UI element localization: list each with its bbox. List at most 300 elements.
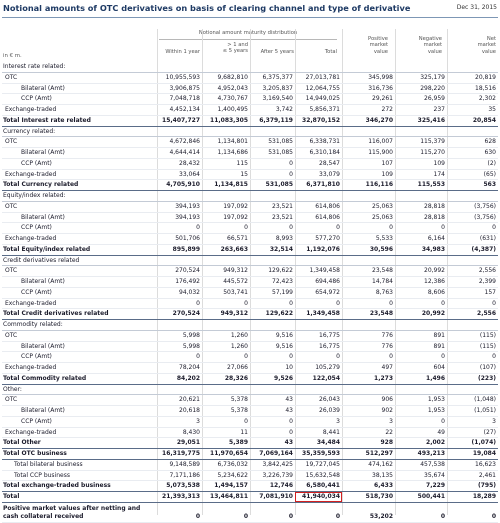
derivatives-table: [2, 62, 498, 523]
table-cell: (795): [447, 481, 498, 492]
row-label: OTC: [2, 330, 157, 341]
table-row: [2, 212, 498, 223]
table-cell: [395, 62, 447, 72]
table-row: [2, 83, 498, 94]
table-cell: [157, 62, 202, 72]
table-cell: 272: [342, 105, 395, 116]
table-cell: [157, 255, 202, 266]
table-cell: 1,953: [395, 395, 447, 406]
table-cell: 3: [157, 416, 202, 427]
section-header-row: [2, 255, 498, 266]
table-cell: 176,492: [157, 277, 202, 288]
table-cell: 3,742: [250, 105, 295, 116]
table-cell: 7,048,718: [157, 94, 202, 105]
row-label: Interest rate related:: [2, 62, 157, 72]
page-title: Notional amounts of OTC derivatives on basis of clearing channel and type of derivative: [3, 3, 411, 13]
table-cell: 27,013,781: [295, 72, 342, 83]
row-label: Bilateral (Amt): [2, 406, 157, 417]
table-cell: 94,032: [157, 287, 202, 298]
table-cell: [250, 384, 295, 395]
table-cell: 26,043: [295, 395, 342, 406]
table-cell: 1,273: [342, 373, 395, 384]
table-cell: 0: [447, 223, 498, 234]
table-cell: 84,202: [157, 373, 202, 384]
table-cell: 3,226,739: [250, 470, 295, 481]
table-row: [2, 169, 498, 180]
table-cell: [342, 320, 395, 331]
table-cell: [395, 255, 447, 266]
row-label: Exchange-traded: [2, 298, 157, 309]
table-cell: [250, 191, 295, 202]
table-cell: 7,229: [395, 481, 447, 492]
table-cell: 493,213: [395, 449, 447, 460]
table-cell: [202, 384, 250, 395]
table-cell: [342, 191, 395, 202]
table-cell: 115,270: [395, 148, 447, 159]
table-cell: 28,818: [395, 212, 447, 223]
table-cell: 29,051: [157, 438, 202, 449]
table-cell: 174: [395, 169, 447, 180]
table-cell: 28,818: [395, 201, 447, 212]
table-cell: 5,998: [157, 341, 202, 352]
col-header-1-to-5-years: > 1 and ≤ 5 years: [222, 42, 248, 55]
table-cell: 3,169,540: [250, 94, 295, 105]
table-cell: 0: [395, 223, 447, 234]
table-cell: 1,134,686: [202, 148, 250, 159]
table-cell: 197,092: [202, 201, 250, 212]
row-label: CCP (Amt): [2, 94, 157, 105]
table-cell: (1,051): [447, 406, 498, 417]
table-cell: 8,606: [395, 287, 447, 298]
table-cell: 6,580,441: [295, 481, 342, 492]
unit-label: in € m.: [3, 53, 22, 59]
table-cell: 11: [202, 427, 250, 438]
table-cell: 263,663: [202, 244, 250, 255]
table-cell: [202, 320, 250, 331]
table-cell: 129,622: [250, 309, 295, 320]
table-cell: [447, 126, 498, 137]
table-cell: 20,854: [447, 115, 498, 126]
table-cell: 43: [250, 406, 295, 417]
section-header-row: [2, 126, 498, 137]
col-header-after-5-years: After 5 years: [260, 49, 294, 55]
table-cell: [202, 191, 250, 202]
table-row: [2, 330, 498, 341]
table-cell: 0: [250, 416, 295, 427]
table-cell: (115): [447, 341, 498, 352]
table-cell: 115,553: [395, 180, 447, 191]
table-row: [2, 105, 498, 116]
maturity-group-header: Notional amount maturity distribution: [198, 30, 298, 36]
table-cell: 2,002: [395, 438, 447, 449]
table-cell: 0: [295, 298, 342, 309]
table-cell: 12,386: [395, 277, 447, 288]
table-cell: (115): [447, 330, 498, 341]
group-header-divider: [159, 39, 337, 40]
table-cell: 16,319,775: [157, 449, 202, 460]
table-cell: 14,949,025: [295, 94, 342, 105]
table-cell: 8,441: [295, 427, 342, 438]
total-row: [2, 180, 498, 191]
table-cell: 2,556: [447, 266, 498, 277]
table-cell: 0: [250, 158, 295, 169]
table-cell: 28,547: [295, 158, 342, 169]
table-cell: 8,993: [250, 234, 295, 245]
table-cell: 30,596: [342, 244, 395, 255]
row-label: OTC: [2, 395, 157, 406]
table-cell: 4,644,414: [157, 148, 202, 159]
table-cell: [342, 384, 395, 395]
table-cell: 0: [202, 223, 250, 234]
table-cell: 891: [395, 330, 447, 341]
table-cell: 34,983: [395, 244, 447, 255]
table-cell: 115,900: [342, 148, 395, 159]
table-cell: 1,953: [395, 406, 447, 417]
row-label: Total OTC business: [2, 449, 157, 460]
table-cell: 20,819: [447, 72, 498, 83]
table-cell: 35,674: [395, 470, 447, 481]
table-cell: 28,326: [202, 373, 250, 384]
table-cell: 298,220: [395, 83, 447, 94]
table-cell: 394,193: [157, 212, 202, 223]
table-cell: 11,083,305: [202, 115, 250, 126]
table-cell: 500,441: [395, 492, 447, 503]
table-cell: 8,763: [342, 287, 395, 298]
table-cell: 78,204: [157, 363, 202, 374]
table-cell: 614,806: [295, 212, 342, 223]
table-cell: 902: [342, 406, 395, 417]
table-cell: 237: [395, 105, 447, 116]
table-cell: 5,389: [202, 438, 250, 449]
table-cell: [395, 384, 447, 395]
table-cell: 501,706: [157, 234, 202, 245]
row-label: Total bilateral business: [2, 459, 157, 470]
total-row: [2, 449, 498, 460]
table-cell: 0: [202, 416, 250, 427]
table-cell: 3: [342, 416, 395, 427]
table-cell: [295, 255, 342, 266]
table-cell: 43: [250, 395, 295, 406]
table-cell: [447, 62, 498, 72]
table-cell: 928: [342, 438, 395, 449]
table-cell: [295, 384, 342, 395]
table-cell: 20,992: [395, 309, 447, 320]
table-cell: 35,359,593: [295, 449, 342, 460]
table-cell: 270,524: [157, 266, 202, 277]
table-cell: 7,081,910: [250, 492, 295, 503]
table-cell: 16,775: [295, 341, 342, 352]
table-cell: 891: [395, 341, 447, 352]
table-cell: 3,906,875: [157, 83, 202, 94]
table-cell: 0: [342, 223, 395, 234]
table-cell: 0: [395, 502, 447, 522]
table-cell: 518,730: [342, 492, 395, 503]
table-cell: 0: [342, 352, 395, 363]
total-row: [2, 438, 498, 449]
table-row: [2, 470, 498, 481]
report-date: Dec 31, 2015: [456, 4, 497, 11]
col-header-positive-market-value: Positive market value: [368, 36, 388, 55]
row-label: CCP (Amt): [2, 287, 157, 298]
table-cell: [250, 255, 295, 266]
table-cell: [157, 126, 202, 137]
table-cell: 0: [250, 298, 295, 309]
table-cell: 28,432: [157, 158, 202, 169]
table-cell: [395, 191, 447, 202]
table-cell: 14,784: [342, 277, 395, 288]
table-cell: 116,116: [342, 180, 395, 191]
table-cell: 20,618: [157, 406, 202, 417]
row-label: Exchange-traded: [2, 363, 157, 374]
table-cell: 9,148,589: [157, 459, 202, 470]
table-cell: 1,496: [395, 373, 447, 384]
table-cell: 0: [395, 298, 447, 309]
table-cell: [202, 62, 250, 72]
table-cell: 4,952,043: [202, 83, 250, 94]
table-cell: 32,870,152: [295, 115, 342, 126]
table-cell: 72,423: [250, 277, 295, 288]
table-row: [2, 137, 498, 148]
table-cell: 4,730,767: [202, 94, 250, 105]
table-cell: (65): [447, 169, 498, 180]
table-cell: 12,746: [250, 481, 295, 492]
row-label: Bilateral (Amt): [2, 83, 157, 94]
table-cell: 0: [395, 352, 447, 363]
table-cell: 345,998: [342, 72, 395, 83]
table-cell: 0: [250, 352, 295, 363]
table-cell: (4,387): [447, 244, 498, 255]
table-cell: 1,400,495: [202, 105, 250, 116]
table-cell: 1,494,157: [202, 481, 250, 492]
table-cell: 6,338,731: [295, 137, 342, 148]
col-header-within-1-year: Within 1 year: [165, 49, 200, 55]
table-cell: 122,054: [295, 373, 342, 384]
table-cell: 129,622: [250, 266, 295, 277]
row-label: Positive market values after netting and cash collateral received: [2, 502, 157, 522]
row-label: CCP (Amt): [2, 223, 157, 234]
table-cell: 6,379,119: [250, 115, 295, 126]
table-cell: 27,066: [202, 363, 250, 374]
row-label: Total Interest rate related: [2, 115, 157, 126]
table-cell: 43: [250, 438, 295, 449]
row-label: CCP (Amt): [2, 352, 157, 363]
table-cell: 157: [447, 287, 498, 298]
row-label: Credit derivatives related: [2, 255, 157, 266]
table-cell: 25,063: [342, 201, 395, 212]
table-cell: [342, 62, 395, 72]
table-cell: (631): [447, 234, 498, 245]
table-cell: 577,270: [295, 234, 342, 245]
table-cell: [157, 320, 202, 331]
col-header-negative-market-value: Negative market value: [418, 36, 442, 55]
derivatives-table-page: [2, 1, 498, 520]
table-cell: 325,416: [395, 115, 447, 126]
total-row: [2, 492, 498, 503]
table-cell: 116,007: [342, 137, 395, 148]
table-row: [2, 148, 498, 159]
table-cell: 5,856,371: [295, 105, 342, 116]
section-header-row: [2, 191, 498, 202]
table-cell: 109: [342, 169, 395, 180]
table-cell: [295, 62, 342, 72]
table-cell: 34,484: [295, 438, 342, 449]
total-row: [2, 309, 498, 320]
table-cell: 5,378: [202, 406, 250, 417]
table-row: [2, 427, 498, 438]
table-cell: 346,270: [342, 115, 395, 126]
table-cell: [295, 126, 342, 137]
row-label: Total CCP business: [2, 470, 157, 481]
table-cell: [342, 255, 395, 266]
table-cell: 949,312: [202, 309, 250, 320]
section-header-row: [2, 320, 498, 331]
table-cell: 15,407,727: [157, 115, 202, 126]
table-cell: 11,970,654: [202, 449, 250, 460]
table-cell: 105,279: [295, 363, 342, 374]
table-row: [2, 459, 498, 470]
table-cell: 474,162: [342, 459, 395, 470]
table-cell: 13,464,811: [202, 492, 250, 503]
row-label: CCP (Amt): [2, 416, 157, 427]
table-cell: 270,524: [157, 309, 202, 320]
table-cell: 15: [202, 169, 250, 180]
table-cell: (107): [447, 363, 498, 374]
row-label: Other:: [2, 384, 157, 395]
table-cell: 38,135: [342, 470, 395, 481]
title-row: [2, 3, 498, 18]
row-label: Equity/index related:: [2, 191, 157, 202]
table-row: [2, 341, 498, 352]
table-cell: 0: [250, 427, 295, 438]
row-label: Bilateral (Amt): [2, 212, 157, 223]
table-cell: 0: [295, 352, 342, 363]
row-label: OTC: [2, 201, 157, 212]
table-cell: 18,289: [447, 492, 498, 503]
table-cell: 503,741: [202, 287, 250, 298]
table-row: [2, 158, 498, 169]
table-cell: 197,092: [202, 212, 250, 223]
table-row: [2, 72, 498, 83]
row-label: Commodity related:: [2, 320, 157, 331]
table-cell: 3: [447, 416, 498, 427]
table-cell: 1,134,815: [202, 180, 250, 191]
row-label: Total Currency related: [2, 180, 157, 191]
table-cell: 0: [447, 298, 498, 309]
row-label: OTC: [2, 137, 157, 148]
table-cell: 8,430: [157, 427, 202, 438]
table-cell: 0: [157, 352, 202, 363]
row-label: Total Credit derivatives related: [2, 309, 157, 320]
table-cell: 33,064: [157, 169, 202, 180]
col-header-total: Total: [324, 49, 337, 55]
row-label: Exchange-traded: [2, 105, 157, 116]
table-cell: 23,521: [250, 212, 295, 223]
table-cell: (1,048): [447, 395, 498, 406]
table-cell: 1,349,458: [295, 266, 342, 277]
row-label: Total Equity/index related: [2, 244, 157, 255]
table-cell: 2,556: [447, 309, 498, 320]
table-cell: 614,806: [295, 201, 342, 212]
table-cell: 563: [447, 180, 498, 191]
table-cell: 35: [447, 105, 498, 116]
table-cell: [250, 126, 295, 137]
table-row: [2, 395, 498, 406]
table-cell: [157, 191, 202, 202]
table-cell: 497: [342, 363, 395, 374]
table-cell: 1,260: [202, 341, 250, 352]
row-label: CCP (Amt): [2, 158, 157, 169]
table-cell: 1,134,801: [202, 137, 250, 148]
table-cell: 109: [395, 158, 447, 169]
table-cell: 33,079: [295, 169, 342, 180]
row-label: Bilateral (Amt): [2, 148, 157, 159]
table-cell: 0: [295, 223, 342, 234]
row-label: Exchange-traded: [2, 234, 157, 245]
row-label: OTC: [2, 266, 157, 277]
table-cell: 1,260: [202, 330, 250, 341]
table-cell: 0: [250, 169, 295, 180]
table-cell: 0: [295, 502, 342, 522]
table-cell: 10,955,593: [157, 72, 202, 83]
table-cell: 1,349,458: [295, 309, 342, 320]
table-cell: 5,073,538: [157, 481, 202, 492]
table-cell: 4,672,846: [157, 137, 202, 148]
table-cell: [447, 320, 498, 331]
table-cell: 115: [202, 158, 250, 169]
section-header-row: [2, 62, 498, 72]
table-cell: 0: [202, 352, 250, 363]
table-cell: 445,572: [202, 277, 250, 288]
table-cell: 4,705,910: [157, 180, 202, 191]
col-header-net-market-value: Net market value: [477, 36, 496, 55]
table-cell: [395, 320, 447, 331]
table-cell: 895,899: [157, 244, 202, 255]
table-cell: [202, 126, 250, 137]
table-cell: 0: [342, 298, 395, 309]
table-cell: 32,514: [250, 244, 295, 255]
table-cell: 16,775: [295, 330, 342, 341]
table-cell: 18,516: [447, 83, 498, 94]
row-label: Exchange-traded: [2, 169, 157, 180]
table-cell: 531,085: [250, 148, 295, 159]
table-row: [2, 287, 498, 298]
total-row: [2, 481, 498, 492]
table-cell: 0: [250, 223, 295, 234]
table-cell: 26,959: [395, 94, 447, 105]
table-cell: 5,533: [342, 234, 395, 245]
table-cell: 0: [447, 352, 498, 363]
table-cell: 19,084: [447, 449, 498, 460]
table-cell: (3,756): [447, 212, 498, 223]
table-row: [2, 416, 498, 427]
table-cell: 531,085: [250, 180, 295, 191]
table-cell: 6,736,032: [202, 459, 250, 470]
section-header-row: [2, 384, 498, 395]
table-cell: 394,193: [157, 201, 202, 212]
total-row: [2, 115, 498, 126]
table-cell: 512,297: [342, 449, 395, 460]
table-cell: (223): [447, 373, 498, 384]
table-cell: 107: [342, 158, 395, 169]
table-cell: 5,998: [157, 330, 202, 341]
table-cell: 10: [250, 363, 295, 374]
table-cell: [295, 191, 342, 202]
table-cell: 6,371,810: [295, 180, 342, 191]
table-row: [2, 223, 498, 234]
table-cell: 316,736: [342, 83, 395, 94]
table-cell: 9,682,810: [202, 72, 250, 83]
table-cell: (1,074): [447, 438, 498, 449]
